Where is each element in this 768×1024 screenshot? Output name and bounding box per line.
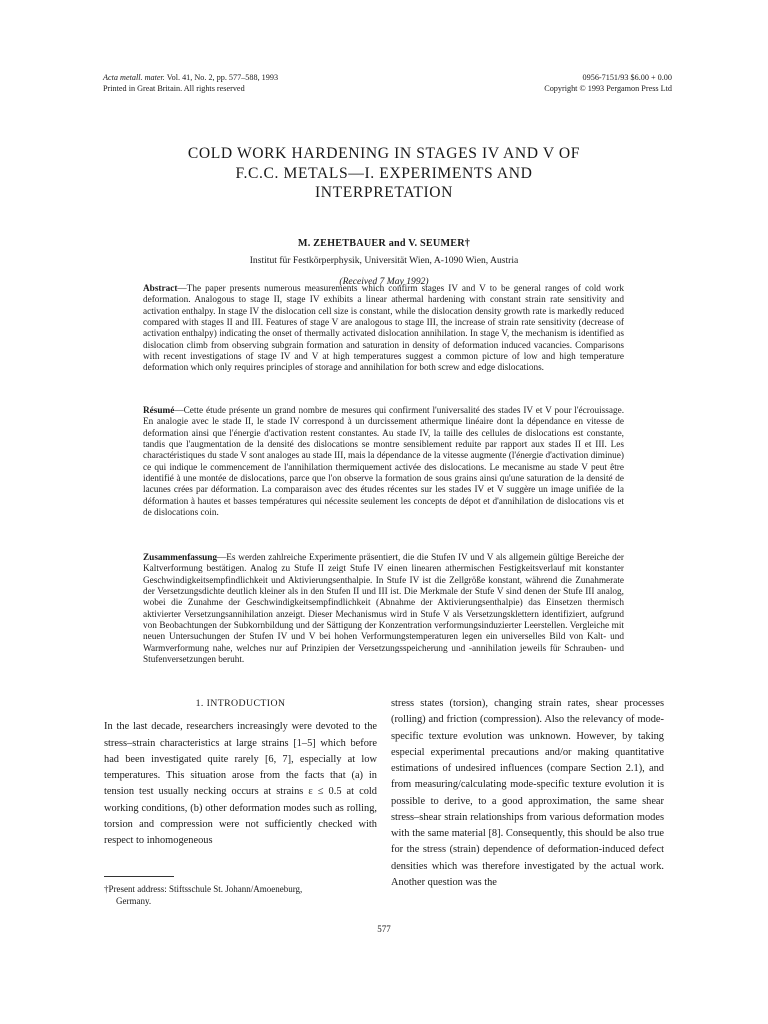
journal-citation <box>103 72 278 94</box>
authors: M. ZEHETBAUER and V. SEUMER† <box>297 238 471 249</box>
copyright-info <box>544 72 672 94</box>
abstract-text: —The paper presents numerous measurements which confirm stages IV and V to be general ranges of cold work deformation. Analogous to stage II, stage IV exhibits a linear athermal hardening with constant strain rate sensitivity and activation enthalpy. In stage IV the dislocation cell size is constant, while the dislocation density growth rate is markedly reduced compared with stages II and III. Features of stage V are analogous to stage III, the increase of strain rate sensitivity (decrease of activation enthalpy) indicating the onset of thermally activated dislocation annihilation. In stage V, the mechanism is identified as dislocation climb from observing subgrain formation and saturation in density of deformation induced vacancies. Comparisons with recent investigations of stage IV and V at high temperatures suggest a common picture of low and high temperature deformation which only requires principles of storage and annihilation for both screw and edge dislocations. <box>143 284 624 374</box>
paper-title <box>120 144 648 203</box>
footnote-line-1: †Present address: Stiftsschule St. Johann/Amoeneburg, <box>104 884 303 894</box>
footnote-divider <box>104 876 174 877</box>
resume-label: Résumé <box>143 406 175 416</box>
resume-text: —Cette étude présente un grand nombre de mesures qui confirment l'universalité des stades IV et V pour l'écrouissage. En analogie avec le stade II, le stade IV correspond à un durcissement athermique linéaire dont la dépendance en vitesse de deformation ainsi que l'énergie d'activation restent constantes. Au stade IV, la taille des cellules de dislocations est constante, tandis que l'augmentation de la densité des dislocations se montre sensiblement reduite par rapport aux stades II et III. Les charactéristiques du stade V sont analoges au stade III, mais la dépendance de la vitesse augmente (l'énergie d'activation diminue) ce qui indique le commencement de l'annihilation thermiquement activée des dislocations. Le mecanisme au stade V peut être identifié à une montée de dislocations, parce que l'on observe la formation de sous grains ainsi qu'une saturation de la densité de lacunes crées par déformation. La comparaison avec des études récentes sur les stades IV et V suggère un image unifiée de la déformation à hautes et basses températures qui nécessite seulement les concepts de dépot et d'annihilation de dislocations vis et de dislocations coin. <box>143 406 624 519</box>
zusammenfassung-text: —Es werden zahlreiche Experimente präsentiert, die die Stufen IV und V als allgemein gültige Bereiche der Kaltverformung bestätigen. Analog zu Stufe II zeigt Stufe IV einen linearen athermischen Festigkeitsverlauf mit konstanter Geschwindigkeitsempfindlichkeit und Aktivierungsenthalpie. In Stufe IV ist die Zellgröße konstant, während die Zunahmerate der Versetzungsdichte deutlich kleiner als in den Stufen II und III ist. Die Merkmale der Stufe V sind denen der Stufe III analog, wobei die Zunahme der Geschwindigkeitsempfindlichkeit (Abnahme der Aktivierungsenthalpie) das Einsetzen thermisch aktivierter Versetzungsannihilation anzeigt. Dieser Mechanismus wird in Stufe V als Versetzungsklettern identifiziert, aufgrund von Beobachtungen der Subkornbildung und der Sättigung der Konzentration verformungsinduzierter Leerstellen. Vergleiche mit neuen Untersuchungen der Stufen IV und V bei hohen Verformungstemperaturen legen ein universelles Bild von Kalt- und Warmverformung nahe, welches nur auf Prinzipien der Versetzungsspeicherung und -annihilation jeweils für Schrauben- und Stufenversetzungen beruht. <box>143 553 624 666</box>
title-line-2: F.C.C. METALS—I. EXPERIMENTS AND <box>235 164 533 182</box>
section-heading-introduction: 1. INTRODUCTION <box>195 698 286 709</box>
copyright-line: Copyright © 1993 Pergamon Press Ltd <box>544 84 672 93</box>
zusammenfassung-label: Zusammenfassung <box>143 553 218 563</box>
body-column-right <box>391 696 664 891</box>
printed-in: Printed in Great Britain. All rights reserved <box>103 84 245 93</box>
page-number: 577 <box>377 924 391 934</box>
journal-name: Acta metall. mater. <box>103 73 165 82</box>
issn-price: 0956-7151/93 $6.00 + 0.00 <box>582 73 672 82</box>
abstract-label: Abstract <box>143 284 178 294</box>
intro-paragraph-right: stress states (torsion), changing strain rates, shear processes (rolling) and friction (compression). Also the relevancy of mode-specific texture evolution was unknown. However, by taking especial experimental precautions and/or making quantitative estimations of undesired influences (compare Section 2.1), and from measuring/calculating mode-specific texture evolution it is possible to derive, to a good approximation, the same shear stress–shear strain relationships from various deformation modes with the same material [8]. Consequently, this should be also true for the stress (strain) dependence of deformation-induced defect densities which was therefore investigated by the actual work. Another question was the <box>391 698 664 888</box>
journal-volume-info: Vol. 41, No. 2, pp. 577–588, 1993 <box>164 73 279 82</box>
abstract-german <box>143 553 624 666</box>
abstract-french <box>143 406 624 519</box>
footnote <box>104 884 377 907</box>
affiliation: Institut für Festkörperphysik, Universität Wien, A-1090 Wien, Austria <box>249 255 519 266</box>
title-line-3: INTERPRETATION <box>315 184 453 201</box>
footnote-line-2: Germany. <box>116 895 152 906</box>
intro-paragraph-left: In the last decade, researchers increasingly were devoted to the stress–strain characteristics at large strains [1–5] which before had been investigated quite rarely [6, 7], especially at low temperatures. This situation arose from the facts that (a) in tension test usually necking occurs at strains ε ≤ 0.5 at cold working conditions, (b) other deformation modes such as rolling, torsion and compression were not sufficiently checked with respect to inhomogeneous <box>104 721 377 846</box>
title-line-1: COLD WORK HARDENING IN STAGES IV AND V OF <box>187 145 581 162</box>
abstract-english <box>143 284 624 375</box>
body-column-left <box>104 696 377 849</box>
received-date: (Received 7 May 1992) <box>339 276 429 287</box>
